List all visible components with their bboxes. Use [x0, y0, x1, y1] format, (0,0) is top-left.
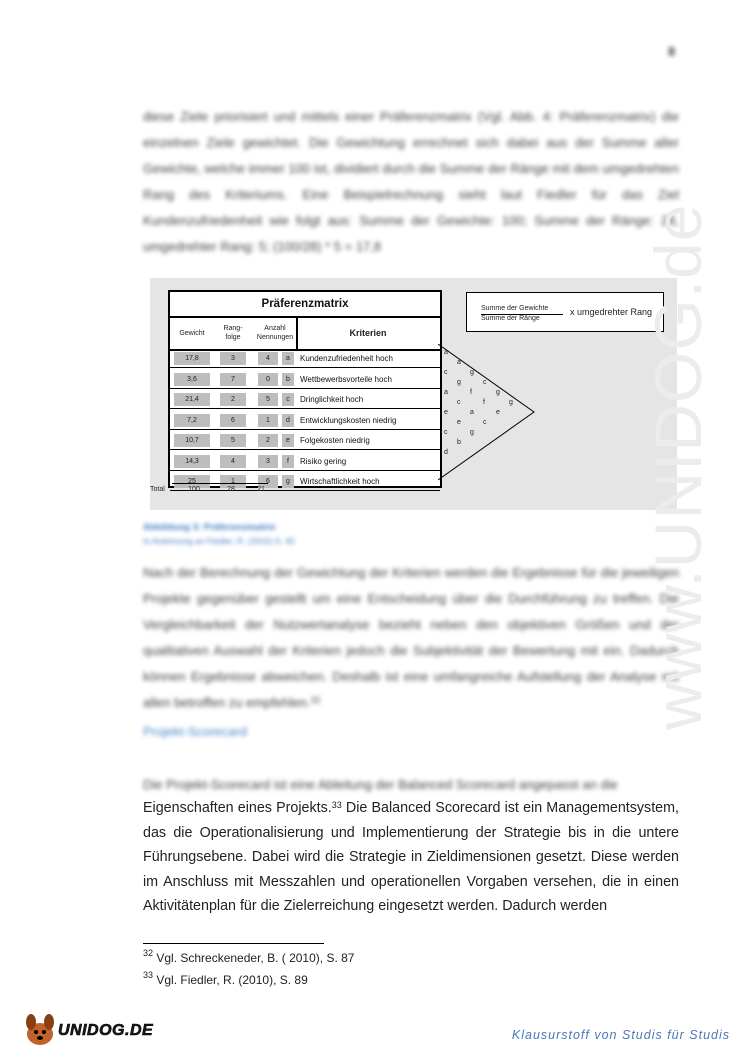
preference-matrix-table — [168, 290, 442, 488]
logo-wordmark: UNIDOG.DE — [58, 1022, 154, 1039]
cell-rank: 7 — [220, 373, 246, 386]
comparison-letter: c — [483, 419, 487, 426]
intro-paragraph: diese Ziele priorisiert und mittels einer Präferenzmatrix (Vgl. Abb. 4: Präferenzmatrix) die einzelnen Ziele gewichtet. Die Gewichtung errechnet sich dabei aus der Summe aller Gewichte, welche immer 100 ist, dividiert durch die Summe der Ränge mit dem umgedrehten Rang des Kriteriums. Eine Beispielrechnung sieht laut Fiedler für das Ziel Kundenzufriedenheit wie folgt aus: Summe der Gewichte: 100; Summe der Ränge: 28, umgedrehter Rang: 5; (100/28) * 5 = 17,8 — [143, 109, 679, 254]
row-rule — [170, 470, 440, 471]
cell-weight: 7,2 — [174, 414, 210, 427]
cell-rank: 1 — [220, 475, 246, 488]
total-count: 21 — [257, 486, 265, 493]
comparison-letter: c — [457, 399, 461, 406]
row-rule — [170, 449, 440, 450]
cell-letter: e — [282, 434, 294, 447]
cell-criterion: Wirtschaftlichkeit hoch — [300, 477, 380, 486]
unidog-logo — [20, 1008, 170, 1052]
cell-criterion: Kundenzufriedenheit hoch — [300, 354, 393, 363]
comparison-letter: g — [509, 399, 513, 406]
footnote-text: Vgl. Schreckeneder, B. ( 2010), S. 87 — [153, 951, 355, 965]
formula-numerator: Summe der Gewichte — [481, 305, 549, 312]
cell-count: 6 — [258, 475, 278, 488]
cell-weight: 14,3 — [174, 455, 210, 468]
cell-weight: 3,6 — [174, 373, 210, 386]
figure-source: In Anlehnung an Fiedler, R. (2010) S. 45 — [143, 536, 295, 546]
dog-icon — [20, 1010, 60, 1050]
footnote-number: 32 — [143, 948, 154, 958]
comparison-letter: a — [444, 389, 448, 396]
row-rule — [170, 408, 440, 409]
comparison-letter: f — [470, 389, 472, 396]
footnote-ref-32: 32 — [310, 695, 321, 705]
scorecard-paragraph — [143, 796, 679, 919]
comparison-letter: a — [470, 409, 474, 416]
comparison-letter: g — [470, 369, 474, 376]
cell-letter: f — [282, 455, 294, 468]
comparison-letter: e — [457, 419, 461, 426]
formula-box — [466, 292, 664, 332]
cell-count: 3 — [258, 455, 278, 468]
cell-count: 2 — [258, 434, 278, 447]
footnote-number: 33 — [143, 970, 154, 980]
footnote-text: Vgl. Fiedler, R. (2010), S. 89 — [153, 973, 308, 987]
mid-paragraph-text: Nach der Berechnung der Gewichtung der Kriterien werden die Ergebnisse für die jeweiligen Projekte gegenüber gestellt um eine Entscheidung über die Durchführung zu treffen. Die Vergleichbarkeit der Nutzwertanalyse bezieht neben den objektiven Größen und der qualitativen Auswahl der Kriterien jedoch die Subjektivität der Bewertung mit ein. Dadurch können Ergebnisse abweichen. Deshalb ist eine umfangreiche Aufstellung der Analyse mit allen betroffen zu empfehlen. — [143, 565, 679, 710]
comparison-letter: g — [470, 429, 474, 436]
matrix-title: Präferenzmatrix — [170, 292, 440, 318]
cell-rank: 4 — [220, 455, 246, 468]
comparison-letter: a — [444, 349, 448, 356]
cell-weight: 10,7 — [174, 434, 210, 447]
cell-criterion: Wettbewerbsvorteile hoch — [300, 374, 392, 384]
footnote-32 — [143, 948, 355, 965]
comparison-letter: e — [496, 409, 500, 416]
cell-rank: 5 — [220, 434, 246, 447]
cell-count: 1 — [258, 414, 278, 427]
cell-rank: 6 — [220, 414, 246, 427]
mid-paragraph — [143, 560, 679, 716]
comparison-letter: c — [444, 369, 448, 376]
comparison-letter: a — [457, 359, 461, 366]
cell-rank: 2 — [220, 393, 246, 406]
row-rule — [170, 490, 440, 491]
preference-matrix-figure — [150, 278, 677, 510]
total-weight: 100 — [188, 486, 200, 493]
section-heading: Projekt-Scorecard — [143, 724, 248, 739]
footnote-ref-33: 33 — [331, 800, 342, 810]
cell-count: 4 — [258, 352, 278, 365]
comparison-letter: c — [483, 379, 487, 386]
comparison-triangle — [438, 344, 538, 484]
comparison-letter: c — [444, 429, 448, 436]
formula-multiplier: x umgedrehter Rang — [570, 307, 653, 317]
row-rule — [170, 388, 440, 389]
total-rule — [172, 483, 268, 484]
cell-weight: 25 — [174, 475, 210, 488]
total-rank: 28 — [227, 486, 235, 493]
header-divider — [296, 318, 298, 349]
cell-criterion: Entwicklungskosten niedrig — [300, 415, 397, 425]
comparison-letter: b — [457, 439, 461, 446]
cell-criterion: Dringlichkeit hoch — [300, 395, 364, 404]
cell-weight: 21,4 — [174, 393, 210, 406]
header-rule — [170, 349, 440, 351]
row-rule — [170, 367, 440, 368]
cell-weight: 17,8 — [174, 352, 210, 365]
cell-criterion: Folgekosten niedrig — [300, 436, 370, 445]
formula-denominator: Summe der Ränge — [481, 315, 540, 322]
header-criteria: Kriterien — [349, 327, 387, 338]
cell-letter: d — [282, 414, 294, 427]
figure-caption: Abbildung 3: Präferenzmatrix — [143, 522, 276, 533]
header-weight: Gewicht — [179, 329, 205, 337]
cell-letter: b — [282, 373, 294, 386]
row-rule — [170, 429, 440, 430]
comparison-letter: g — [457, 379, 461, 386]
watermark: www.UNIDOG.de — [641, 203, 715, 730]
footnote-33 — [143, 970, 308, 987]
cell-count: 5 — [258, 393, 278, 406]
cell-criterion: Risiko gering — [300, 456, 347, 466]
cell-letter: c — [282, 393, 294, 406]
total-label: Total — [150, 486, 165, 493]
comparison-letter: e — [444, 409, 448, 416]
comparison-letter: d — [444, 449, 448, 456]
scorecard-text-rest: Die Balanced Scorecard ist ein Managementsystem, das die Operationalisierung und Implementierung der Strategie bis in die untere Führungsebene. Dabei wird die Strategie in Zieldimensionen gesetzt. Diese werden im Anschluss mit Messzahlen und operationellen Vorgaben versehen, die in einen Aktivitätenplan für die Zielerreichung eingesetzt werden. Dadurch werden — [143, 800, 680, 914]
cell-letter: a — [282, 352, 294, 365]
cell-letter: g — [282, 475, 294, 488]
footer-slogan: Klausurstoff von Studis für Studis — [511, 1028, 730, 1042]
scorecard-text-start: Eigenschaften eines Projekts. — [143, 800, 332, 816]
header-count: Anzahl Nennungen — [256, 325, 294, 341]
comparison-letter: g — [496, 389, 500, 396]
cell-count: 0 — [258, 373, 278, 386]
comparison-letter: f — [483, 399, 485, 406]
page-number: 8 — [668, 44, 676, 59]
footnote-rule — [143, 943, 324, 944]
cell-rank: 3 — [220, 352, 246, 365]
header-rank: Rang- folge — [223, 325, 243, 341]
scorecard-paragraph-blurred: Die Projekt-Scorecard ist eine Ableitung der Balanced Scorecard angepasst an die — [143, 777, 618, 792]
